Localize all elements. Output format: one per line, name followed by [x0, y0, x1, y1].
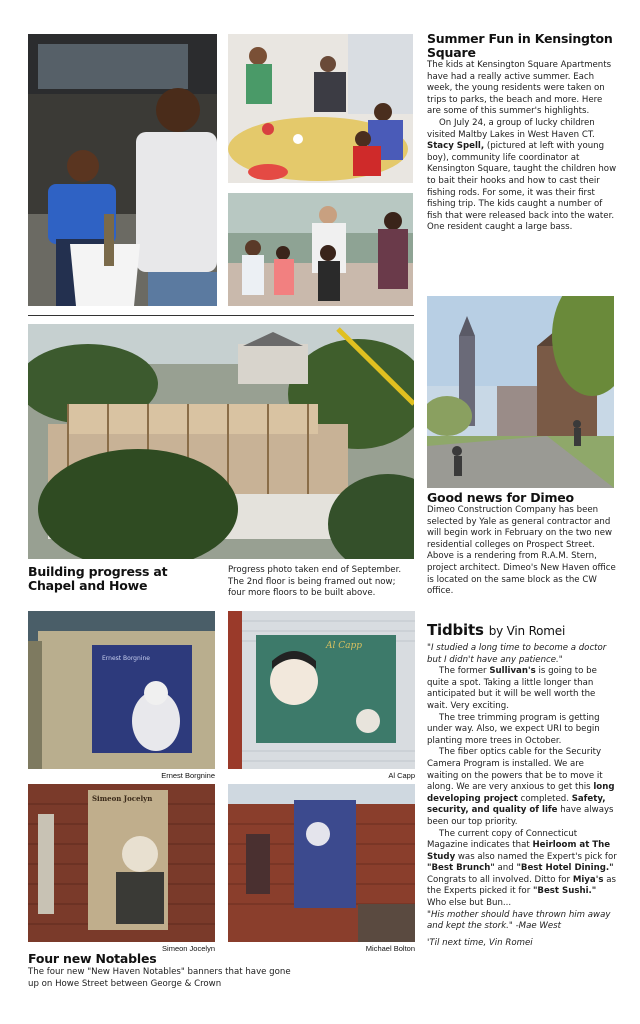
dimeo-article: [427, 491, 617, 598]
borgnine-banner-title: Ernest Borgnine: [102, 655, 150, 662]
photo-banner-bolton: [228, 784, 415, 942]
photo-yale-rendering: [427, 296, 614, 488]
summer-fun-body: [427, 60, 617, 234]
photo-banner-jocelyn: [28, 784, 215, 942]
section-divider: [28, 315, 414, 316]
tidbits-signoff: 'Til next time, Vin Romei: [427, 937, 533, 948]
tidbits-quote-doctor: "I studied a long time to become a doctor but I didn't have any patience.": [427, 643, 607, 665]
summer-fun-p2: On July 24, a group of lucky children visited Maltby Lakes in West Haven CT. Stacy Spell, (pictured at left with young boy), community life coordinator at Kensington Square, taught the children how to bait their hooks and how to cast their fishing rods. For some, it was their first fishing trip. The kids caught a number of fish that were released back into the water. One resident caught a large bass.: [427, 117, 617, 233]
tidbits-tree-trimming: The tree trimming program is getting under way. Also, we expect URI to begin planting more trees in October.: [427, 712, 600, 746]
tidbits-connecticut-magazine: The current copy of Connecticut Magazine indicates that Heirloom at The Study was also named the Expert's pick for "Best Brunch" and "Best Hotel Dining." Congrats to all involved. Ditto for Miya's as the Experts picked it for "Best Sushi." Who else but Bun...: [427, 828, 617, 909]
tidbits-body: [427, 643, 617, 949]
building-progress-heading: Building progress at Chapel and Howe: [28, 564, 168, 593]
notables-body: The four new "New Haven Notables" banners that have gone up on Howe Street between George & Crown: [28, 967, 291, 989]
tidbits-fiber-optics: The fiber optics cable for the Security Camera Program is installed. We are waiting on the powers that be to move it along. We are very anxious to get this long developing project completed. Safety, security, and quality of life have always been our top priority.: [427, 747, 615, 827]
caption-al-capp: Al Capp: [388, 771, 415, 780]
photo-construction-site: [28, 324, 414, 559]
caption-bolton: Michael Bolton: [365, 944, 415, 953]
summer-fun-p1: The kids at Kensington Square Apartments have had a really active summer. Each week, the young residents were taken on trips to parks, the beach and more. Here are some of this summer's highlights.: [427, 60, 612, 117]
tidbits-column: [427, 621, 617, 949]
photo-fishing-man-boy: [28, 34, 217, 306]
summer-fun-heading: Summer Fun in Kensington Square: [427, 31, 613, 60]
caption-jocelyn: Simeon Jocelyn: [162, 944, 215, 953]
caption-borgnine: Ernest Borgnine: [161, 771, 215, 780]
photo-banner-borgnine: [28, 611, 215, 769]
building-progress-caption: Progress photo taken end of September. The 2nd floor is being framed out now; four more floors to be built above.: [228, 565, 402, 599]
al-capp-banner-title: Al Capp: [326, 641, 363, 651]
photo-kids-outdoors: [228, 193, 413, 306]
tidbits-sullivans: The former Sullivan's is going to be quite a spot. Taking a little longer than anticipated but it will be well worth the wait. Very exciting.: [427, 666, 597, 711]
jocelyn-banner-title: Simeon Jocelyn: [92, 794, 153, 803]
notables-heading: Four new Notables: [28, 951, 157, 966]
summer-fun-article: [427, 32, 617, 234]
photo-banner-al-capp: [228, 611, 415, 769]
dimeo-heading: Good news for Dimeo: [427, 490, 574, 505]
dimeo-body: Dimeo Construction Company has been selected by Yale as general contractor and will begin work in February on the two new residential colleges on Prospect Street. Above is a rendering from R.A.M. Stern, project architect. Dimeo's New Haven office is located on the same block as the CW office.: [427, 505, 616, 597]
photo-kids-table: [228, 34, 413, 183]
tidbits-quote-mae-west: "His mother should have thrown him away and kept the stork." -Mae West: [427, 909, 611, 932]
tidbits-byline: by Vin Romei: [488, 624, 566, 638]
tidbits-heading: Tidbits by Vin Romei: [427, 621, 566, 639]
